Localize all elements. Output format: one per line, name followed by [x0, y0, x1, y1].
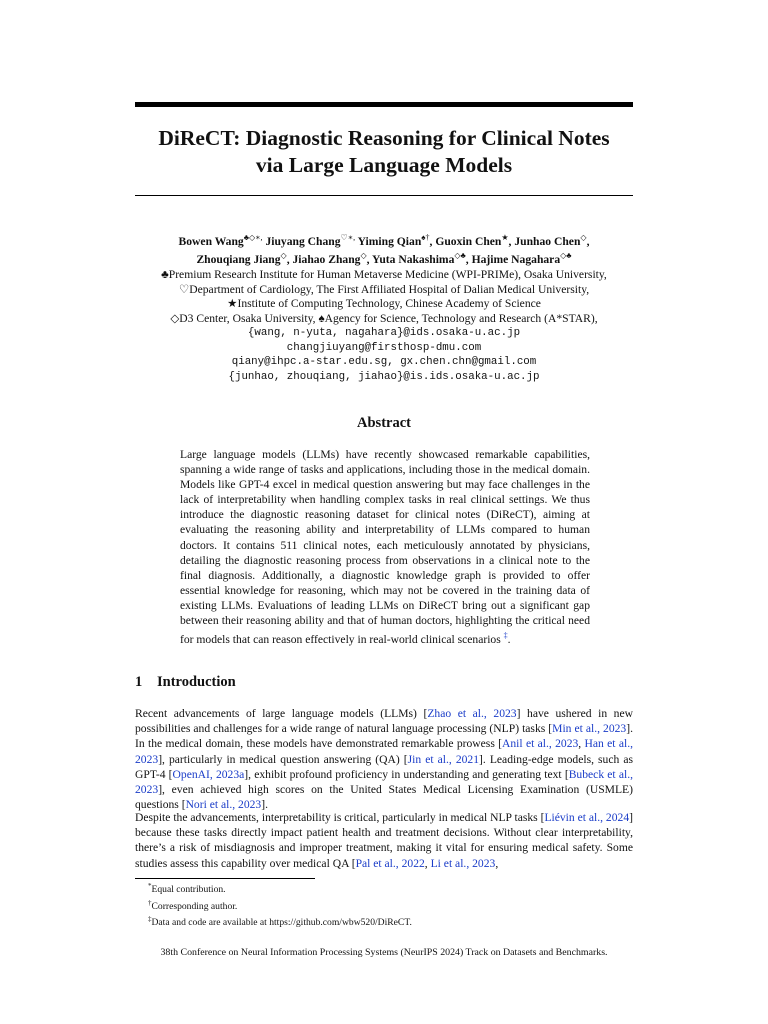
- paragraph-text: ,: [495, 856, 499, 870]
- citation-link[interactable]: Pal et al., 2022: [355, 856, 425, 870]
- footnote-mark: *: [148, 882, 152, 890]
- author-name: Zhouqiang Jiang: [196, 253, 281, 267]
- author-name: , Jiahao Zhang: [286, 253, 361, 267]
- paper-title: [135, 125, 633, 179]
- author-list-line-2: [135, 249, 633, 267]
- footnote: [148, 897, 628, 914]
- paragraph-text: ,: [424, 856, 431, 870]
- author-name: , Hajime Nagahara: [465, 253, 561, 267]
- author-list-line-1: [135, 231, 633, 249]
- section-heading: [135, 674, 633, 691]
- author-affiliation-marks: ◇: [280, 251, 287, 261]
- author-affiliation-marks: ◇: [360, 251, 367, 261]
- section-title: Introduction: [157, 674, 236, 690]
- paragraph-text: Recent advancements of large language models (LLMs) [: [135, 707, 428, 720]
- author-affiliation-marks: ♣◇∗,: [243, 233, 263, 242]
- paragraph-text: ], even achieved high scores on the United States Medical Licensing Examination (USMLE) questions [: [135, 783, 633, 812]
- footnote: [148, 913, 628, 930]
- paragraph-text: ]. In the medical domain, these models have demonstrated remarkable prowess [: [135, 722, 633, 751]
- author-email[interactable]: changjiuyang@firsthosp-dmu.com: [286, 341, 482, 354]
- citation-link[interactable]: Li et al., 2023: [430, 856, 496, 870]
- citation-link[interactable]: OpenAI, 2023a: [172, 767, 245, 781]
- section-number: 1: [135, 674, 143, 690]
- citation-link[interactable]: Liévin et al., 2024: [544, 811, 630, 824]
- venue-note: 38th Conference on Neural Information Processing Systems (NeurIPS 2024) Track on Datasets and Benchmarks.: [160, 947, 608, 958]
- author-affiliation-marks: ★: [501, 233, 509, 242]
- footnote-mark: ‡: [148, 915, 152, 924]
- footnote-link[interactable]: ‡: [503, 631, 508, 641]
- author-affiliation-marks: ◇: [580, 233, 587, 242]
- citation-link[interactable]: Bubeck et al., 2023: [135, 767, 633, 797]
- citation-link[interactable]: Nori et al., 2023: [185, 798, 262, 812]
- footnote: [148, 880, 628, 897]
- author-name: , Yuta Nakashima: [366, 253, 455, 267]
- footnote-mark: †: [148, 898, 152, 907]
- title-line-1: DiReCT: Diagnostic Reasoning for Clinical Notes: [158, 126, 610, 150]
- author-affiliation-marks: ◇♣: [560, 251, 572, 261]
- citation-link[interactable]: Anil et al., 2023: [502, 737, 579, 751]
- author-email[interactable]: {wang, n-yuta, nagahara}@ids.osaka-u.ac.jp: [247, 327, 521, 340]
- citation-link[interactable]: Han et al., 2023: [135, 737, 633, 766]
- author-name: Jiuyang Chang: [262, 234, 341, 248]
- author-name: , Guoxin Chen: [429, 234, 502, 248]
- affiliation: ♣Premium Research Institute for Human Metaverse Medicine (WPI-PRIMe), Osaka University,: [161, 267, 607, 281]
- author-affiliation-marks: ◇♣: [454, 251, 466, 261]
- title-rule: [135, 195, 633, 196]
- paragraph-text: ,: [578, 737, 585, 751]
- author-name: , Junhao Chen: [508, 234, 581, 248]
- affiliation: ◇D3 Center, Osaka University, ♠Agency for Science, Technology and Research (A*STAR),: [170, 311, 598, 325]
- footnote-text: Equal contribution.: [151, 884, 226, 896]
- footnote-rule: [135, 878, 315, 879]
- paragraph-text: ].: [261, 798, 268, 812]
- top-rule: [135, 102, 633, 107]
- footnotes: [148, 880, 628, 930]
- author-email[interactable]: qiany@ihpc.a-star.edu.sg, gx.chen.chn@gmail.com: [231, 356, 537, 369]
- intro-paragraph-2: [135, 810, 633, 871]
- author-affiliation-marks: ♡∗,: [340, 233, 356, 242]
- paragraph-text: ]. Leading-edge models, such as GPT-4 [: [135, 752, 633, 781]
- abstract-body: [180, 447, 590, 647]
- author-block: [135, 231, 633, 385]
- footnote-text: Corresponding author.: [151, 900, 238, 912]
- abstract-end: .: [507, 632, 511, 646]
- abstract-text: Large language models (LLMs) have recently showcased remarkable capabilities, spanning a wide range of tasks and applications, including those in the medical domain. Models like GPT-4 excel in medical question answering but may face challenges in the lack of interpretability when handling complex tasks in real clinical settings. We thus introduce the diagnostic reasoning dataset for clinical notes (DiReCT), aiming at evaluating the reasoning ability and interpretability of LLMs compared to human doctors. It contains 511 clinical notes, each meticulously annotated by physicians, detailing the diagnostic reasoning process from observations in a clinical note to the final diagnosis. Additionally, a diagnostic knowledge graph is provided to offer essential knowledge for reasoning, which may not be covered in the training data of existing LLMs. Evaluations of leading LLMs on DiReCT bring out a significant gap between their reasoning ability and that of human doctors, highlighting the critical need for models that can reason effectively in real-world clinical scenarios: [180, 448, 590, 646]
- author-name: Bowen Wang: [178, 234, 244, 248]
- paragraph-text: ] have ushered in new possibilities and challenges for a wide range of natural language processing (NLP) tasks [: [135, 707, 633, 736]
- citation-link[interactable]: Min et al., 2023: [552, 722, 627, 736]
- author-name: Yiming Qian: [355, 234, 422, 248]
- author-email[interactable]: {junhao, zhouqiang, jiahao}@is.ids.osaka-u.ac.jp: [228, 371, 540, 384]
- paragraph-text: ] because these tasks directly impact patient health and treatment decisions. Without clear interpretability, there’s a risk of misdiagnosis and improper treatment, making it vital for ensuring medical safety. Some studies assess this capability over medical QA [: [135, 811, 633, 870]
- abstract-heading: Abstract: [357, 415, 411, 431]
- intro-paragraph-1: [135, 706, 633, 812]
- paragraph-text: ], exhibit profound proficiency in understanding and generating text [: [244, 767, 569, 781]
- paragraph-text: ], particularly in medical question answering (QA) [: [158, 752, 408, 766]
- citation-link[interactable]: Zhao et al., 2023: [427, 707, 517, 720]
- author-name: ,: [586, 234, 590, 248]
- title-line-2: via Large Language Models: [255, 153, 513, 177]
- author-affiliation-marks: ♠†: [421, 233, 430, 242]
- paragraph-text: Despite the advancements, interpretability is critical, particularly in medical NLP tasks [: [135, 811, 545, 824]
- footnote-text: Data and code are available at https://github.com/wbw520/DiReCT.: [151, 917, 412, 929]
- affiliation: ★Institute of Computing Technology, Chinese Academy of Science: [227, 297, 541, 311]
- citation-link[interactable]: Jin et al., 2021: [407, 752, 480, 766]
- affiliation: ♡Department of Cardiology, The First Affiliated Hospital of Dalian Medical University,: [178, 282, 590, 296]
